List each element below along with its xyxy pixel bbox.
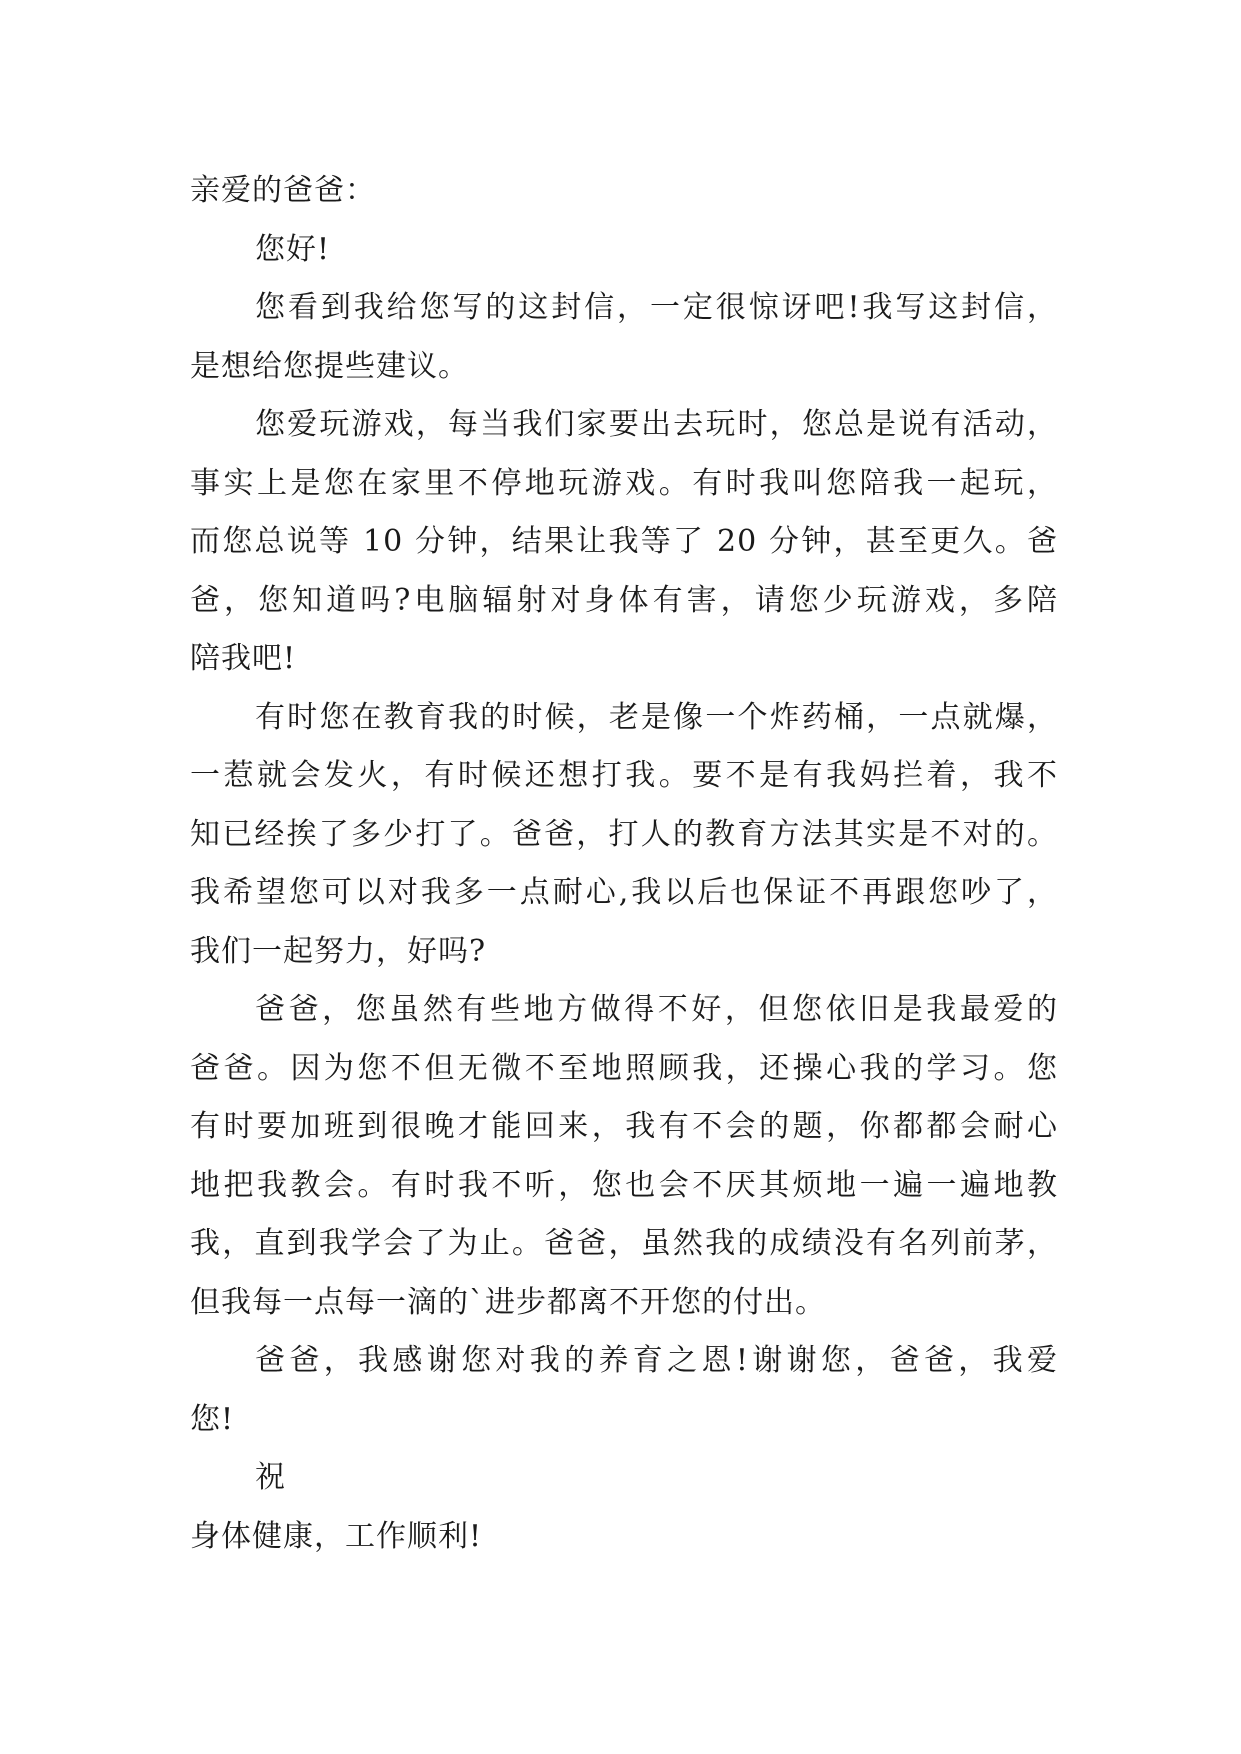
letter-body (190, 162, 1058, 1566)
paragraph-line: 知已经挨了多少打了。爸爸，打人的教育方法其实是不对的。 (190, 816, 1058, 852)
paragraph-line: 是想给您提些建议。 (190, 348, 469, 384)
paragraph-line: 我，直到我学会了为止。爸爸，虽然我的成绩没有名列前茅， (190, 1226, 1058, 1261)
paragraph-line: 您看到我给您写的这封信，一定很惊讶吧!我写这封信， (255, 290, 1058, 325)
paragraph-2 (190, 396, 1058, 689)
paragraph-line: 但我每一点每一滴的`进步都离不开您的付出。 (190, 1284, 826, 1320)
paragraph-4 (190, 981, 1058, 1332)
paragraph-line: 爸，您知道吗?电脑辐射对身体有害，请您少玩游戏，多陪 (190, 582, 1058, 618)
paragraph-line: 爸爸，您虽然有些地方做得不好，但您依旧是我最爱的 (255, 992, 1058, 1027)
paragraph-line: 有时要加班到很晚才能回来，我有不会的题，你都都会耐心 (190, 1109, 1058, 1144)
paragraph-5 (190, 1332, 1058, 1449)
paragraph-line: 有时您在教育我的时候，老是像一个炸药桶，一点就爆， (255, 699, 1058, 735)
paragraph-line: 而您总说等 10 分钟，结果让我等了 20 分钟，甚至更久。爸 (190, 524, 1058, 559)
paragraph-line: 您爱玩游戏，每当我们家要出去玩时，您总是说有活动， (255, 407, 1058, 442)
paragraph-line: 陪我吧! (190, 641, 297, 676)
paragraph-line: 一惹就会发火，有时候还想打我。要不是有我妈拦着，我不 (190, 758, 1058, 793)
salutation: 亲爱的爸爸： (190, 173, 376, 208)
paragraph-line: 您! (190, 1401, 235, 1437)
paragraph-3 (190, 689, 1058, 982)
paragraph-line: 我希望您可以对我多一点耐心,我以后也保证不再跟您吵了， (190, 875, 1058, 910)
paragraph-line: 事实上是您在家里不停地玩游戏。有时我叫您陪我一起玩， (190, 465, 1058, 501)
paragraph-1 (190, 279, 1058, 396)
paragraph-line: 爸爸，我感谢您对我的养育之恩!谢谢您，爸爸，我爱 (255, 1343, 1058, 1378)
paragraph-line: 地把我教会。有时我不听，您也会不厌其烦地一遍一遍地教 (190, 1167, 1058, 1203)
closing-wish: 身体健康，工作顺利! (190, 1518, 483, 1554)
paragraph-line: 爸爸。因为您不但无微不至地照顾我，还操心我的学习。您 (190, 1050, 1058, 1086)
closing: 祝 (255, 1460, 286, 1495)
paragraph-line: 我们一起努力，好吗? (190, 933, 487, 969)
greeting: 您好! (255, 231, 331, 267)
